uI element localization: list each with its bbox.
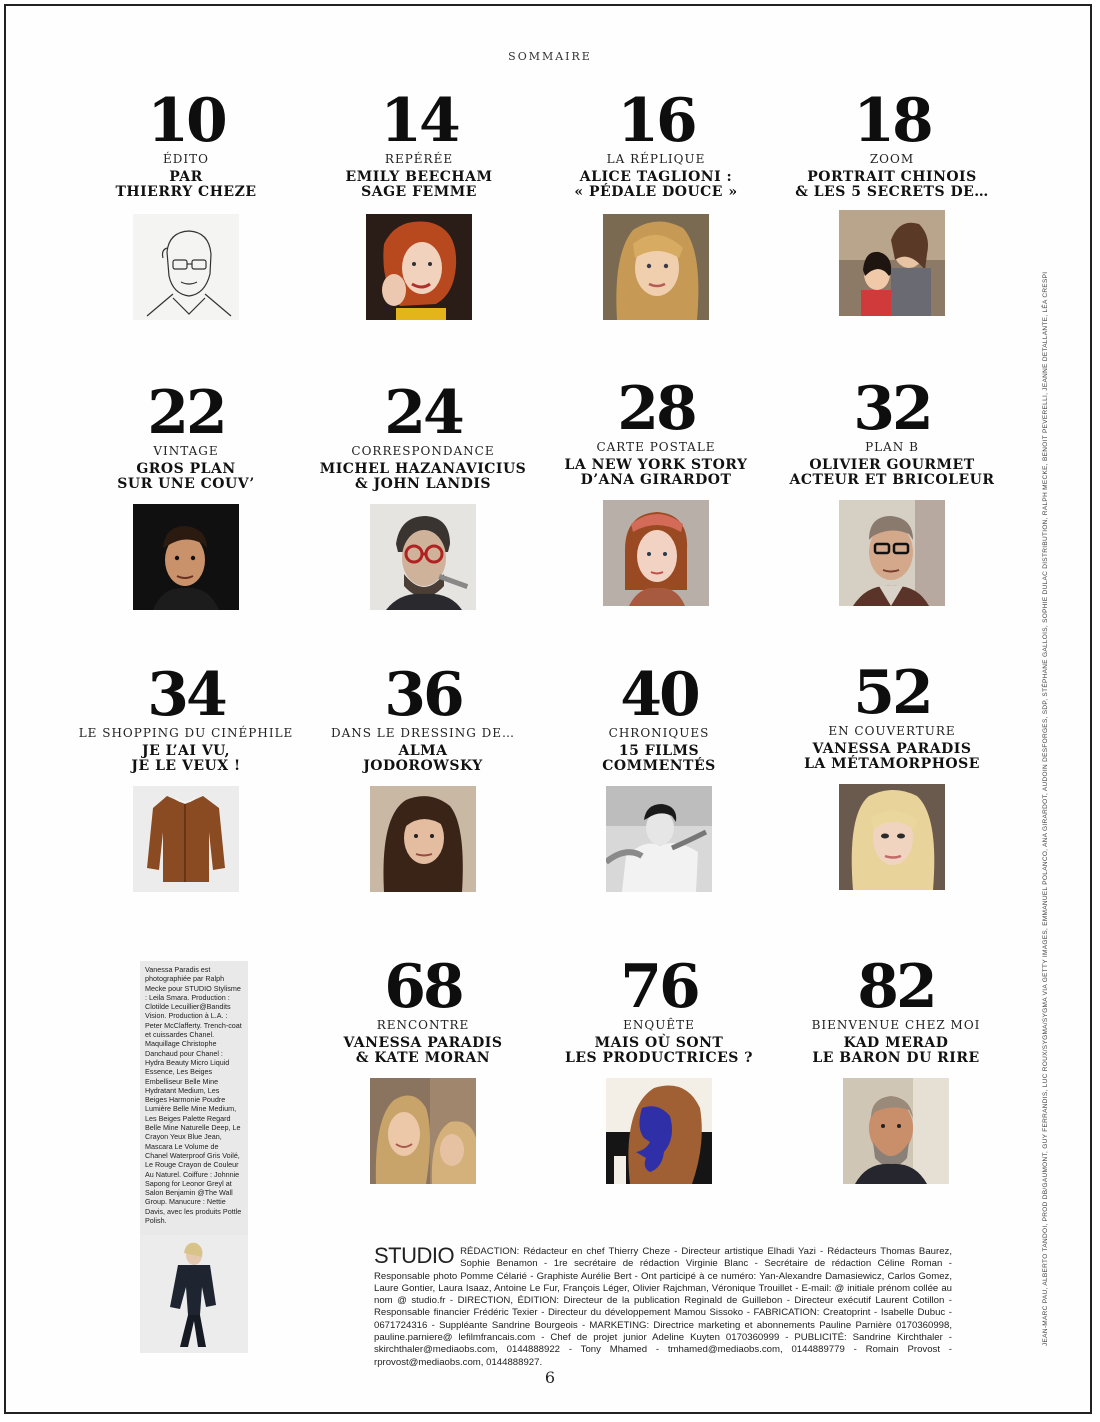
thumbnail-image bbox=[603, 500, 709, 606]
entry-title: KAD MERAD LE BARON DU RIRE bbox=[812, 1035, 980, 1066]
rubric-label: VINTAGE bbox=[153, 444, 219, 458]
page-number-label: 76 bbox=[620, 952, 698, 1022]
page-number-label: 52 bbox=[853, 658, 931, 728]
toc-entry-16[interactable] bbox=[539, 86, 773, 320]
page-number-label: 34 bbox=[147, 660, 225, 730]
page-number-label: 18 bbox=[853, 86, 931, 156]
toc-entry-24[interactable] bbox=[306, 378, 540, 610]
page-number-label: 16 bbox=[617, 86, 695, 156]
toc-entry-34[interactable] bbox=[69, 660, 303, 892]
rubric-label: DANS LE DRESSING DE… bbox=[330, 726, 516, 740]
cover-photo bbox=[140, 1235, 248, 1353]
toc-entry-28[interactable] bbox=[539, 374, 773, 606]
thumbnail-image bbox=[839, 210, 945, 316]
entry-title: PAR THIERRY CHEZE bbox=[115, 169, 257, 200]
thumbnail-image bbox=[366, 214, 472, 320]
rubric-label: RENCONTRE bbox=[376, 1018, 470, 1032]
masthead-text: RÉDACTION: Rédacteur en chef Thierry Cheze - Directeur artistique Elhadi Yazi - Rédacteurs Thomas Baurez, Sophie Benamon - 1re secrétaire de rédaction Virginie Blanc - Secrétaire de rédaction Céline Roman - Responsable photo Pomme Célarié - Graphiste Aurélie Bert - Ont participé à ce numéro: Yan-Alexandre Damasiewicz, Carlos Gomez, Laure Gontier, Laura Isaaz, Antoine Le Fur, François Léger, Olivier Rajchman, Véronique Trouillet - E-mail: @ initiale prénom collée au nom @ studio.fr - DIRECTION, ÉDITION: Directeur de la publication Reginald de Guillebon - Directeur exécutif Laurent Cotillon - Responsable financier Frédéric Texier - Directeur du développement Mamou Sissoko - FABRICATION: Creatoprint - Isabelle Dubuc - 0671724316 - Suppléante Sandrine Bourgeois - MARKETING: Directrice marketing et abonnements Pauline Parnière 0170360998, pauline.parniere@ lefilmfrancais.com - Chef de projet junior Adeline Kuyten 0170360999 - PUBLICITÉ: Sandrine Kirchthaler - skirchthaler@mediaobs.com, 0144888922 - Tony Mhamed - tmhamed@mediaobs.com, 0144889779 - Romain Provost - rprovost@mediaobs.com, 0144888927. bbox=[374, 1246, 952, 1368]
studio-logo: STUDIO bbox=[374, 1243, 455, 1268]
entry-title: ALICE TAGLIONI : « PÉDALE DOUCE » bbox=[574, 169, 738, 200]
page-number-label: 24 bbox=[384, 378, 462, 448]
entry-title: PORTRAIT CHINOIS & LES 5 SECRETS DE… bbox=[795, 169, 989, 200]
rubric-label: LA RÉPLIQUE bbox=[606, 152, 706, 166]
cover-credit-text: Vanessa Paradis est photographiée par Ralph Mecke pour STUDIO Stylisme : Leila Smara. Production : Clotilde Lecuillier@Bandits Vision. Production à L.A. : Peter McClafferty. Trench-coat et cuissardes Chanel. Maquillage Christophe Danchaud pour Chanel : Hydra Beauty Micro Liquid Essence, Les Beiges Embelliseur Belle Mine Hydratant Medium, Les Beiges Harmonie Poudre Lumière Belle Mine Medium, Les Beiges Palette Regard Belle Mine Naturelle Deep, Le Crayon Yeux Blue Jean, Mascara Le Volume de Chanel Waterproof Gris Voilé, Le Rouge Crayon de Couleur Au Naturel. Coiffure : Johnnie Sapong for Leonor Greyl at Salon Benjamin @The Wall Group. Manucure : Nettie Davis, avec les produits Pottle Polish. bbox=[145, 965, 242, 1226]
thumbnail-image bbox=[606, 1078, 712, 1184]
thumbnail-image bbox=[839, 784, 945, 890]
thumbnail-image bbox=[606, 786, 712, 892]
page-number-label: 10 bbox=[147, 86, 225, 156]
entry-title: LA NEW YORK STORY D’ANA GIRARDOT bbox=[564, 457, 748, 488]
thumbnail-image bbox=[370, 1078, 476, 1184]
cover-credit-panel bbox=[140, 961, 248, 1353]
entry-title: GROS PLAN SUR UNE COUV’ bbox=[117, 461, 255, 492]
rubric-label: CARTE POSTALE bbox=[596, 440, 716, 454]
entry-title: EMILY BEECHAM SAGE FEMME bbox=[345, 169, 493, 200]
page-number-label: 40 bbox=[620, 660, 698, 730]
toc-entry-82[interactable] bbox=[779, 952, 1013, 1184]
rubric-label: EN COUVERTURE bbox=[828, 724, 956, 738]
thumbnail-image bbox=[370, 504, 476, 610]
entry-title: VANESSA PARADIS LA MÉTAMORPHOSE bbox=[804, 741, 980, 772]
entry-title: JE L’AI VU, JE LE VEUX ! bbox=[131, 743, 241, 774]
folio: 6 bbox=[544, 1368, 556, 1387]
page-header: SOMMAIRE bbox=[508, 50, 592, 63]
masthead-block bbox=[374, 1243, 952, 1369]
thumbnail-image bbox=[133, 214, 239, 320]
rubric-label: ZOOM bbox=[869, 152, 915, 166]
toc-entry-52[interactable] bbox=[775, 658, 1009, 890]
rubric-label: ENQUÊTE bbox=[623, 1018, 695, 1032]
entry-title: VANESSA PARADIS & KATE MORAN bbox=[343, 1035, 503, 1066]
thumbnail-image bbox=[839, 500, 945, 606]
page-number-label: 14 bbox=[380, 86, 458, 156]
entry-title: ALMA JODOROWSKY bbox=[363, 743, 483, 774]
toc-entry-14[interactable] bbox=[302, 86, 536, 320]
rubric-label: REPÉRÉE bbox=[384, 152, 454, 166]
toc-entry-18[interactable] bbox=[775, 86, 1009, 316]
rubric-label: LE SHOPPING DU CINÉPHILE bbox=[78, 726, 294, 740]
toc-entry-22[interactable] bbox=[69, 378, 303, 610]
page-number-label: 68 bbox=[384, 952, 462, 1022]
photo-credits-vertical: JEAN-MARC PAU, ALBERTO TANDOI, PROD DB/GAUMONT, GUY FERRANDIS, LUC ROUX/SYGMA/SYGMA VIA GETTY IMAGES, EMMANUEL POLANCO, ANA GIRARDOT, AUDOIN DESFORGES, SDP, STÉPHANE GALLOIS, SOPHIE DULAC DISTRIBUTION, RALPH MECKE, BENOIT PEVERELLI, JEANNE DETALLANTE, LÉA CRESPI bbox=[1042, 271, 1049, 1346]
toc-entry-32[interactable] bbox=[775, 374, 1009, 606]
entry-title: MICHEL HAZANAVICIUS & JOHN LANDIS bbox=[319, 461, 527, 492]
rubric-label: BIENVENUE CHEZ MOI bbox=[811, 1018, 981, 1032]
toc-entry-40[interactable] bbox=[542, 660, 776, 892]
entry-title: 15 FILMS COMMENTÉS bbox=[602, 743, 716, 774]
thumbnail-image bbox=[370, 786, 476, 892]
rubric-label: CHRONIQUES bbox=[608, 726, 710, 740]
magazine-page bbox=[4, 4, 1092, 1414]
page-number-label: 28 bbox=[617, 374, 695, 444]
thumbnail-image bbox=[133, 504, 239, 610]
page-number-label: 82 bbox=[857, 952, 935, 1022]
thumbnail-image bbox=[843, 1078, 949, 1184]
thumbnail-image bbox=[133, 786, 239, 892]
toc-entry-10[interactable] bbox=[69, 86, 303, 320]
page-number-label: 32 bbox=[853, 374, 931, 444]
toc-entry-76[interactable] bbox=[542, 952, 776, 1184]
entry-title: MAIS OÙ SONT LES PRODUCTRICES ? bbox=[565, 1035, 753, 1066]
thumbnail-image bbox=[603, 214, 709, 320]
page-number-label: 36 bbox=[384, 660, 462, 730]
toc-entry-68[interactable] bbox=[306, 952, 540, 1184]
entry-title: OLIVIER GOURMET ACTEUR ET BRICOLEUR bbox=[789, 457, 995, 488]
rubric-label: ÉDITO bbox=[163, 152, 209, 166]
rubric-label: PLAN B bbox=[865, 440, 919, 454]
page-number-label: 22 bbox=[147, 378, 225, 448]
toc-entry-36[interactable] bbox=[306, 660, 540, 892]
rubric-label: CORRESPONDANCE bbox=[351, 444, 495, 458]
